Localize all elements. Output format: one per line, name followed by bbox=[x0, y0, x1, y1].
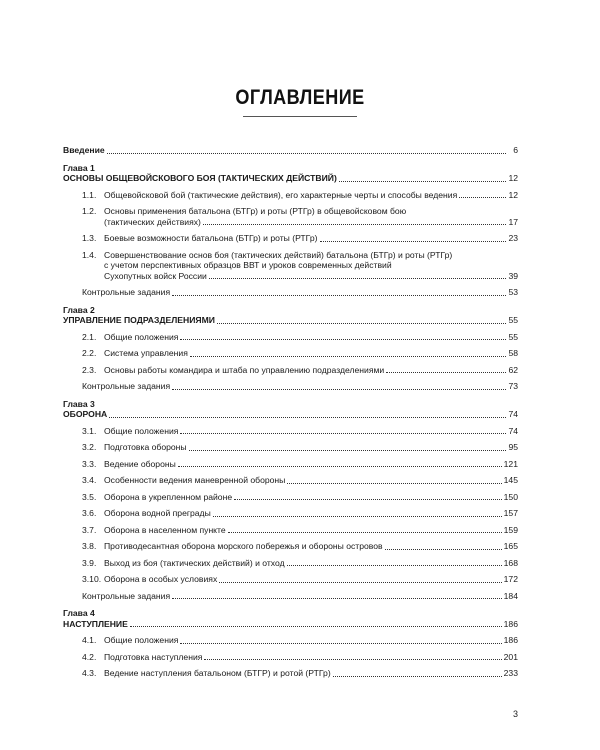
leader-dots bbox=[320, 241, 507, 242]
leader-dots bbox=[180, 643, 501, 644]
toc-entry-label bbox=[82, 190, 457, 201]
section-title: Оборона в особых условиях bbox=[104, 574, 218, 584]
section-number: 3.2. bbox=[82, 442, 97, 452]
toc-entry-label: Сухопутных войск России bbox=[104, 270, 207, 281]
section-number: 3.1. bbox=[82, 425, 97, 436]
toc-entry-label bbox=[82, 233, 318, 244]
toc-page-number: 53 bbox=[508, 287, 518, 297]
leader-dots bbox=[386, 372, 506, 373]
chapter-title[interactable] bbox=[63, 173, 518, 184]
toc-page-number: 17 bbox=[508, 216, 518, 227]
section-title: Совершенствование основ боя (тактических действий) батальона (БТГр) и роты (РТГр) bbox=[104, 249, 453, 260]
toc-page-number: 58 bbox=[508, 348, 518, 358]
toc-section-1-2[interactable] bbox=[63, 206, 518, 217]
toc-section-3-3[interactable] bbox=[63, 459, 518, 470]
toc-page-number: 6 bbox=[513, 145, 518, 155]
toc-section-1-3[interactable] bbox=[63, 233, 518, 244]
section-title: Подготовка обороны bbox=[104, 442, 187, 452]
chapter-block bbox=[63, 399, 518, 602]
section-number: 3.9. bbox=[82, 557, 97, 568]
toc-entry-label bbox=[82, 426, 178, 437]
leader-dots bbox=[172, 598, 502, 599]
leader-dots bbox=[228, 532, 502, 533]
section-title: Система управления bbox=[104, 348, 188, 358]
section-title: Оборона в населенном пункте bbox=[104, 524, 226, 535]
toc-section-3-10[interactable] bbox=[63, 574, 518, 585]
leader-dots bbox=[333, 676, 502, 677]
toc-entry-label bbox=[82, 459, 176, 470]
toc-page-number: 23 bbox=[508, 233, 518, 243]
toc-entry-label bbox=[82, 635, 178, 646]
section-title: Оборона в укрепленном районе bbox=[104, 491, 233, 502]
toc-entry-label bbox=[82, 442, 187, 453]
toc-page-number: 159 bbox=[503, 524, 518, 535]
section-number: 3.6. bbox=[82, 508, 97, 518]
toc-page-number: 233 bbox=[503, 668, 518, 678]
chapter-title[interactable] bbox=[63, 619, 518, 630]
toc-section-3-4[interactable] bbox=[63, 475, 518, 486]
toc-entry-label: (тактических действиях) bbox=[104, 216, 201, 227]
section-title: Основы работы командира и штаба по управлению подразделениями bbox=[104, 364, 385, 375]
section-title: Оборона водной преграды bbox=[104, 508, 211, 518]
section-number: 3.3. bbox=[82, 458, 97, 469]
toc-page-number: 39 bbox=[508, 270, 518, 281]
leader-dots bbox=[204, 659, 501, 660]
toc-section-3-2[interactable] bbox=[63, 442, 518, 453]
chapter-label: Глава 2 bbox=[63, 304, 95, 315]
toc-page-number: 74 bbox=[508, 409, 518, 419]
leader-dots bbox=[178, 466, 502, 467]
toc-entry-label bbox=[82, 348, 188, 359]
toc-section-1-1[interactable] bbox=[63, 190, 518, 201]
section-number: 3.5. bbox=[82, 491, 97, 502]
toc-entry-label: Введение bbox=[63, 145, 105, 155]
leader-dots bbox=[172, 295, 506, 296]
toc-page-number: 121 bbox=[503, 458, 518, 469]
spacer bbox=[63, 156, 518, 163]
toc-section-1-4[interactable] bbox=[63, 250, 518, 261]
toc-entry-label bbox=[82, 492, 232, 503]
leader-dots bbox=[234, 499, 502, 500]
section-title: Общевойсковой бой (тактические действия), его характерные черты и способы ведения bbox=[104, 189, 458, 200]
chapter-label: Глава 4 bbox=[63, 608, 95, 618]
toc-section-3-7[interactable] bbox=[63, 525, 518, 536]
leader-dots bbox=[172, 389, 506, 390]
section-title: Боевые возможности батальона (БТГр) и роты (РТГр) bbox=[104, 233, 318, 243]
toc-page-number: 172 bbox=[503, 574, 518, 584]
leader-dots bbox=[180, 433, 506, 434]
section-title: Выход из боя (тактических действий) и отход bbox=[104, 557, 285, 568]
toc-entry-label: с учетом перспективных образцов ВВТ и уроков современных действий bbox=[104, 260, 392, 270]
toc-control-tasks[interactable] bbox=[63, 287, 518, 298]
toc-entry-label bbox=[82, 250, 452, 261]
leader-dots bbox=[203, 224, 506, 225]
section-title: Общие положения bbox=[104, 425, 179, 436]
toc-page-number: 157 bbox=[503, 508, 518, 518]
section-title: Подготовка наступления bbox=[104, 651, 203, 662]
section-title: Основы применения батальона (БТГр) и роты (РТГр) в общевойсковом бою bbox=[104, 206, 407, 216]
toc-section-4-2[interactable] bbox=[63, 652, 518, 663]
toc-page-number: 186 bbox=[503, 618, 518, 629]
section-number: 2.3. bbox=[82, 364, 97, 375]
leader-dots bbox=[219, 582, 501, 583]
leader-dots bbox=[180, 339, 506, 340]
toc-section-3-1[interactable] bbox=[63, 426, 518, 437]
section-number: 4.1. bbox=[82, 635, 97, 645]
section-number: 1.2. bbox=[82, 206, 97, 216]
section-number: 4.3. bbox=[82, 668, 97, 678]
toc-page-number: 12 bbox=[508, 173, 518, 183]
leader-dots bbox=[189, 450, 506, 451]
section-number: 2.2. bbox=[82, 348, 97, 358]
toc-entry-label: НАСТУПЛЕНИЕ bbox=[63, 618, 128, 629]
leader-dots bbox=[107, 153, 506, 154]
toc-entry-label bbox=[82, 525, 226, 536]
leader-dots bbox=[130, 626, 502, 627]
toc-entry-label bbox=[82, 365, 384, 376]
toc-entry-label bbox=[82, 652, 202, 663]
leader-dots bbox=[190, 356, 506, 357]
section-number: 2.1. bbox=[82, 331, 97, 342]
spacer bbox=[63, 601, 518, 608]
section-title: Ведение обороны bbox=[104, 458, 176, 469]
toc-section-3-6[interactable] bbox=[63, 508, 518, 519]
toc-entry-label bbox=[82, 558, 285, 569]
section-number: 3.8. bbox=[82, 541, 97, 551]
table-of-contents bbox=[63, 145, 518, 679]
leader-dots bbox=[459, 197, 506, 198]
section-number: 4.2. bbox=[82, 651, 97, 662]
toc-section-2-3[interactable] bbox=[63, 365, 518, 376]
chapter-title[interactable] bbox=[63, 315, 518, 326]
toc-page-number: 201 bbox=[503, 651, 518, 662]
leader-dots bbox=[109, 417, 506, 418]
toc-entry-label bbox=[82, 332, 178, 343]
leader-dots bbox=[213, 516, 502, 517]
toc-page-number: 168 bbox=[503, 557, 518, 568]
toc-entry-label bbox=[82, 475, 285, 486]
toc-page-number: 62 bbox=[508, 364, 518, 375]
toc-section-3-8[interactable] bbox=[63, 541, 518, 552]
toc-control-tasks[interactable] bbox=[63, 381, 518, 392]
section-number: 1.4. bbox=[82, 249, 97, 260]
toc-section-continuation[interactable] bbox=[63, 217, 518, 228]
toc-page-number: 73 bbox=[508, 381, 518, 391]
toc-entry-label bbox=[82, 508, 211, 519]
toc-entry-intro[interactable] bbox=[63, 145, 518, 156]
toc-page-number: 55 bbox=[508, 315, 518, 325]
chapter-label: Глава 1 bbox=[63, 162, 95, 173]
chapter-block bbox=[63, 305, 518, 392]
toc-section-2-1[interactable] bbox=[63, 332, 518, 343]
chapter-title[interactable] bbox=[63, 409, 518, 420]
toc-section-continuation[interactable] bbox=[63, 260, 518, 271]
page-number: 3 bbox=[512, 709, 518, 719]
toc-page-number: 186 bbox=[503, 635, 518, 645]
spacer bbox=[63, 298, 518, 305]
toc-section-2-2[interactable] bbox=[63, 348, 518, 359]
chapter-block bbox=[63, 608, 518, 679]
title-underline bbox=[243, 116, 357, 117]
section-number: 1.1. bbox=[82, 189, 97, 200]
spacer bbox=[63, 392, 518, 399]
leader-dots bbox=[209, 278, 506, 279]
leader-dots bbox=[385, 549, 502, 550]
toc-entry-label bbox=[82, 574, 217, 585]
toc-entry-label: ОСНОВЫ ОБЩЕВОЙСКОВОГО БОЯ (ТАКТИЧЕСКИХ ДЕЙСТВИЙ) bbox=[63, 173, 337, 183]
toc-page-number: 165 bbox=[503, 541, 518, 551]
section-title: Общие положения bbox=[104, 635, 179, 645]
section-number: 3.10. bbox=[82, 574, 102, 584]
toc-page-number: 150 bbox=[503, 491, 518, 502]
chapter-block bbox=[63, 163, 518, 298]
toc-section-continuation[interactable] bbox=[63, 271, 518, 282]
toc-control-tasks[interactable] bbox=[63, 591, 518, 602]
leader-dots bbox=[287, 565, 502, 566]
toc-entry-label bbox=[82, 206, 406, 217]
toc-entry-label bbox=[82, 668, 331, 679]
toc-entry-label: ОБОРОНА bbox=[63, 409, 108, 419]
toc-page-number: 55 bbox=[508, 331, 518, 342]
toc-page-number: 74 bbox=[508, 425, 518, 436]
toc-section-3-9[interactable] bbox=[63, 558, 518, 569]
section-title: Ведение наступления батальоном (БТГР) и ротой (РТГр) bbox=[104, 668, 331, 678]
section-title: Общие положения bbox=[104, 331, 179, 342]
leader-dots bbox=[339, 181, 506, 182]
toc-entry-label: УПРАВЛЕНИЕ ПОДРАЗДЕЛЕНИЯМИ bbox=[63, 315, 215, 325]
chapter-label: Глава 3 bbox=[63, 398, 95, 409]
toc-entry-label bbox=[82, 541, 383, 552]
toc-page-number: 12 bbox=[508, 189, 518, 200]
section-number: 3.7. bbox=[82, 524, 97, 535]
leader-dots bbox=[217, 323, 506, 324]
section-title: Особенности ведения маневренной обороны bbox=[104, 475, 286, 485]
leader-dots bbox=[287, 483, 501, 484]
toc-page-number: 145 bbox=[503, 475, 518, 485]
section-number: 3.4. bbox=[82, 475, 97, 485]
toc-section-4-1[interactable] bbox=[63, 635, 518, 646]
toc-page-number: 95 bbox=[508, 442, 518, 452]
toc-entry-label: Контрольные задания bbox=[82, 590, 171, 601]
page-title: ОГЛАВЛЕНИЕ bbox=[235, 86, 365, 109]
section-title: Противодесантная оборона морского побережья и обороны островов bbox=[104, 541, 383, 551]
toc-section-3-5[interactable] bbox=[63, 492, 518, 503]
section-number: 1.3. bbox=[82, 233, 97, 243]
toc-entry-label: Контрольные задания bbox=[82, 381, 171, 391]
toc-entry-label: Контрольные задания bbox=[82, 287, 171, 297]
toc-page-number: 184 bbox=[503, 590, 518, 601]
toc-section-4-3[interactable] bbox=[63, 668, 518, 679]
